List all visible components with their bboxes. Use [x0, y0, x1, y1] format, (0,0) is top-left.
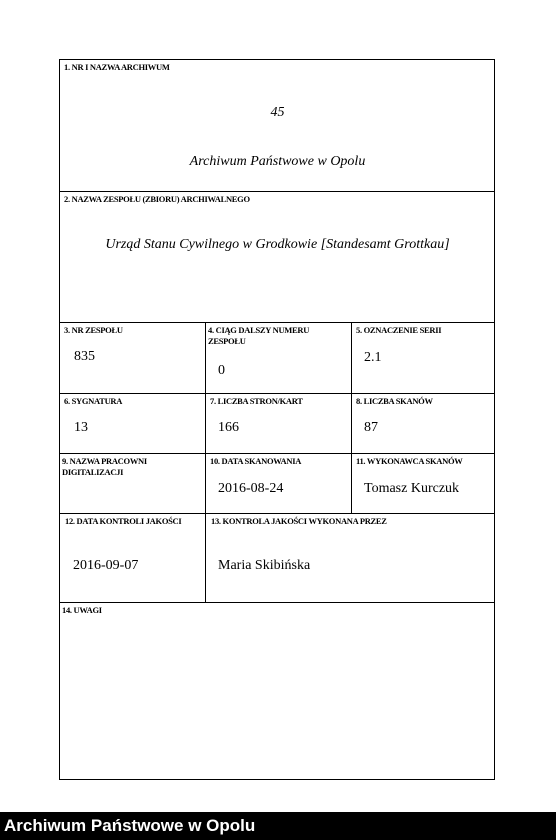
fonds-name-value: Urząd Stanu Cywilnego w Grodkowie [Standesamt Grottkau] — [105, 237, 450, 252]
lab-cell — [60, 454, 206, 514]
scan-date-value: 2016-08-24 — [218, 481, 284, 496]
fonds-continuation-value: 0 — [218, 363, 225, 378]
scans-cell — [352, 394, 495, 454]
remarks-cell — [60, 603, 495, 780]
pages-cell — [206, 394, 352, 454]
archive-metadata-form — [59, 59, 495, 780]
remarks-label: 14. UWAGI — [62, 605, 102, 615]
signature-label: 6. SYGNATURA — [64, 396, 123, 406]
signature-value: 13 — [74, 420, 88, 435]
fonds-continuation-label: 4. CIĄG DALSZY NUMERU ZESPOŁU — [208, 325, 310, 346]
scans-value: 87 — [364, 420, 378, 435]
signature-cell — [60, 394, 206, 454]
scanner-label: 11. WYKONAWCA SKANÓW — [356, 456, 463, 466]
fonds-name-cell — [60, 192, 495, 323]
lab-label: 9. NAZWA PRACOWNI DIGITALIZACJI — [62, 456, 147, 477]
series-cell — [352, 323, 495, 394]
fonds-continuation-cell — [206, 323, 352, 394]
qc-date-value: 2016-09-07 — [73, 558, 139, 573]
fonds-number-cell — [60, 323, 206, 394]
series-label: 5. OZNACZENIE SERII — [356, 325, 442, 335]
pages-value: 166 — [218, 420, 239, 435]
archive-cell — [60, 60, 495, 192]
fonds-name-label: 2. NAZWA ZESPOŁU (ZBIORU) ARCHIWALNEGO — [64, 194, 250, 204]
qc-date-label: 12. DATA KONTROLI JAKOŚCI — [65, 516, 182, 526]
archive-name: Archiwum Państwowe w Opolu — [189, 154, 366, 169]
archive-footer-banner: Archiwum Państwowe w Opolu — [0, 812, 556, 840]
qc-by-value: Maria Skibińska — [218, 558, 311, 573]
qc-by-label: 13. KONTROLA JAKOŚCI WYKONANA PRZEZ — [211, 516, 387, 526]
qc-date-cell — [60, 514, 206, 603]
fonds-number-label: 3. NR ZESPOŁU — [64, 325, 123, 335]
scans-label: 8. LICZBA SKANÓW — [356, 396, 433, 406]
scan-date-label: 10. DATA SKANOWANIA — [210, 456, 302, 466]
scanner-cell — [352, 454, 495, 514]
scanner-value: Tomasz Kurczuk — [364, 481, 460, 496]
archive-number: 45 — [270, 105, 285, 120]
qc-by-cell — [206, 514, 495, 603]
scan-date-cell — [206, 454, 352, 514]
fonds-number-value: 835 — [74, 349, 95, 364]
archive-label: 1. NR I NAZWA ARCHIWUM — [64, 62, 170, 72]
pages-label: 7. LICZBA STRON/KART — [210, 396, 303, 406]
series-value: 2.1 — [364, 350, 382, 365]
